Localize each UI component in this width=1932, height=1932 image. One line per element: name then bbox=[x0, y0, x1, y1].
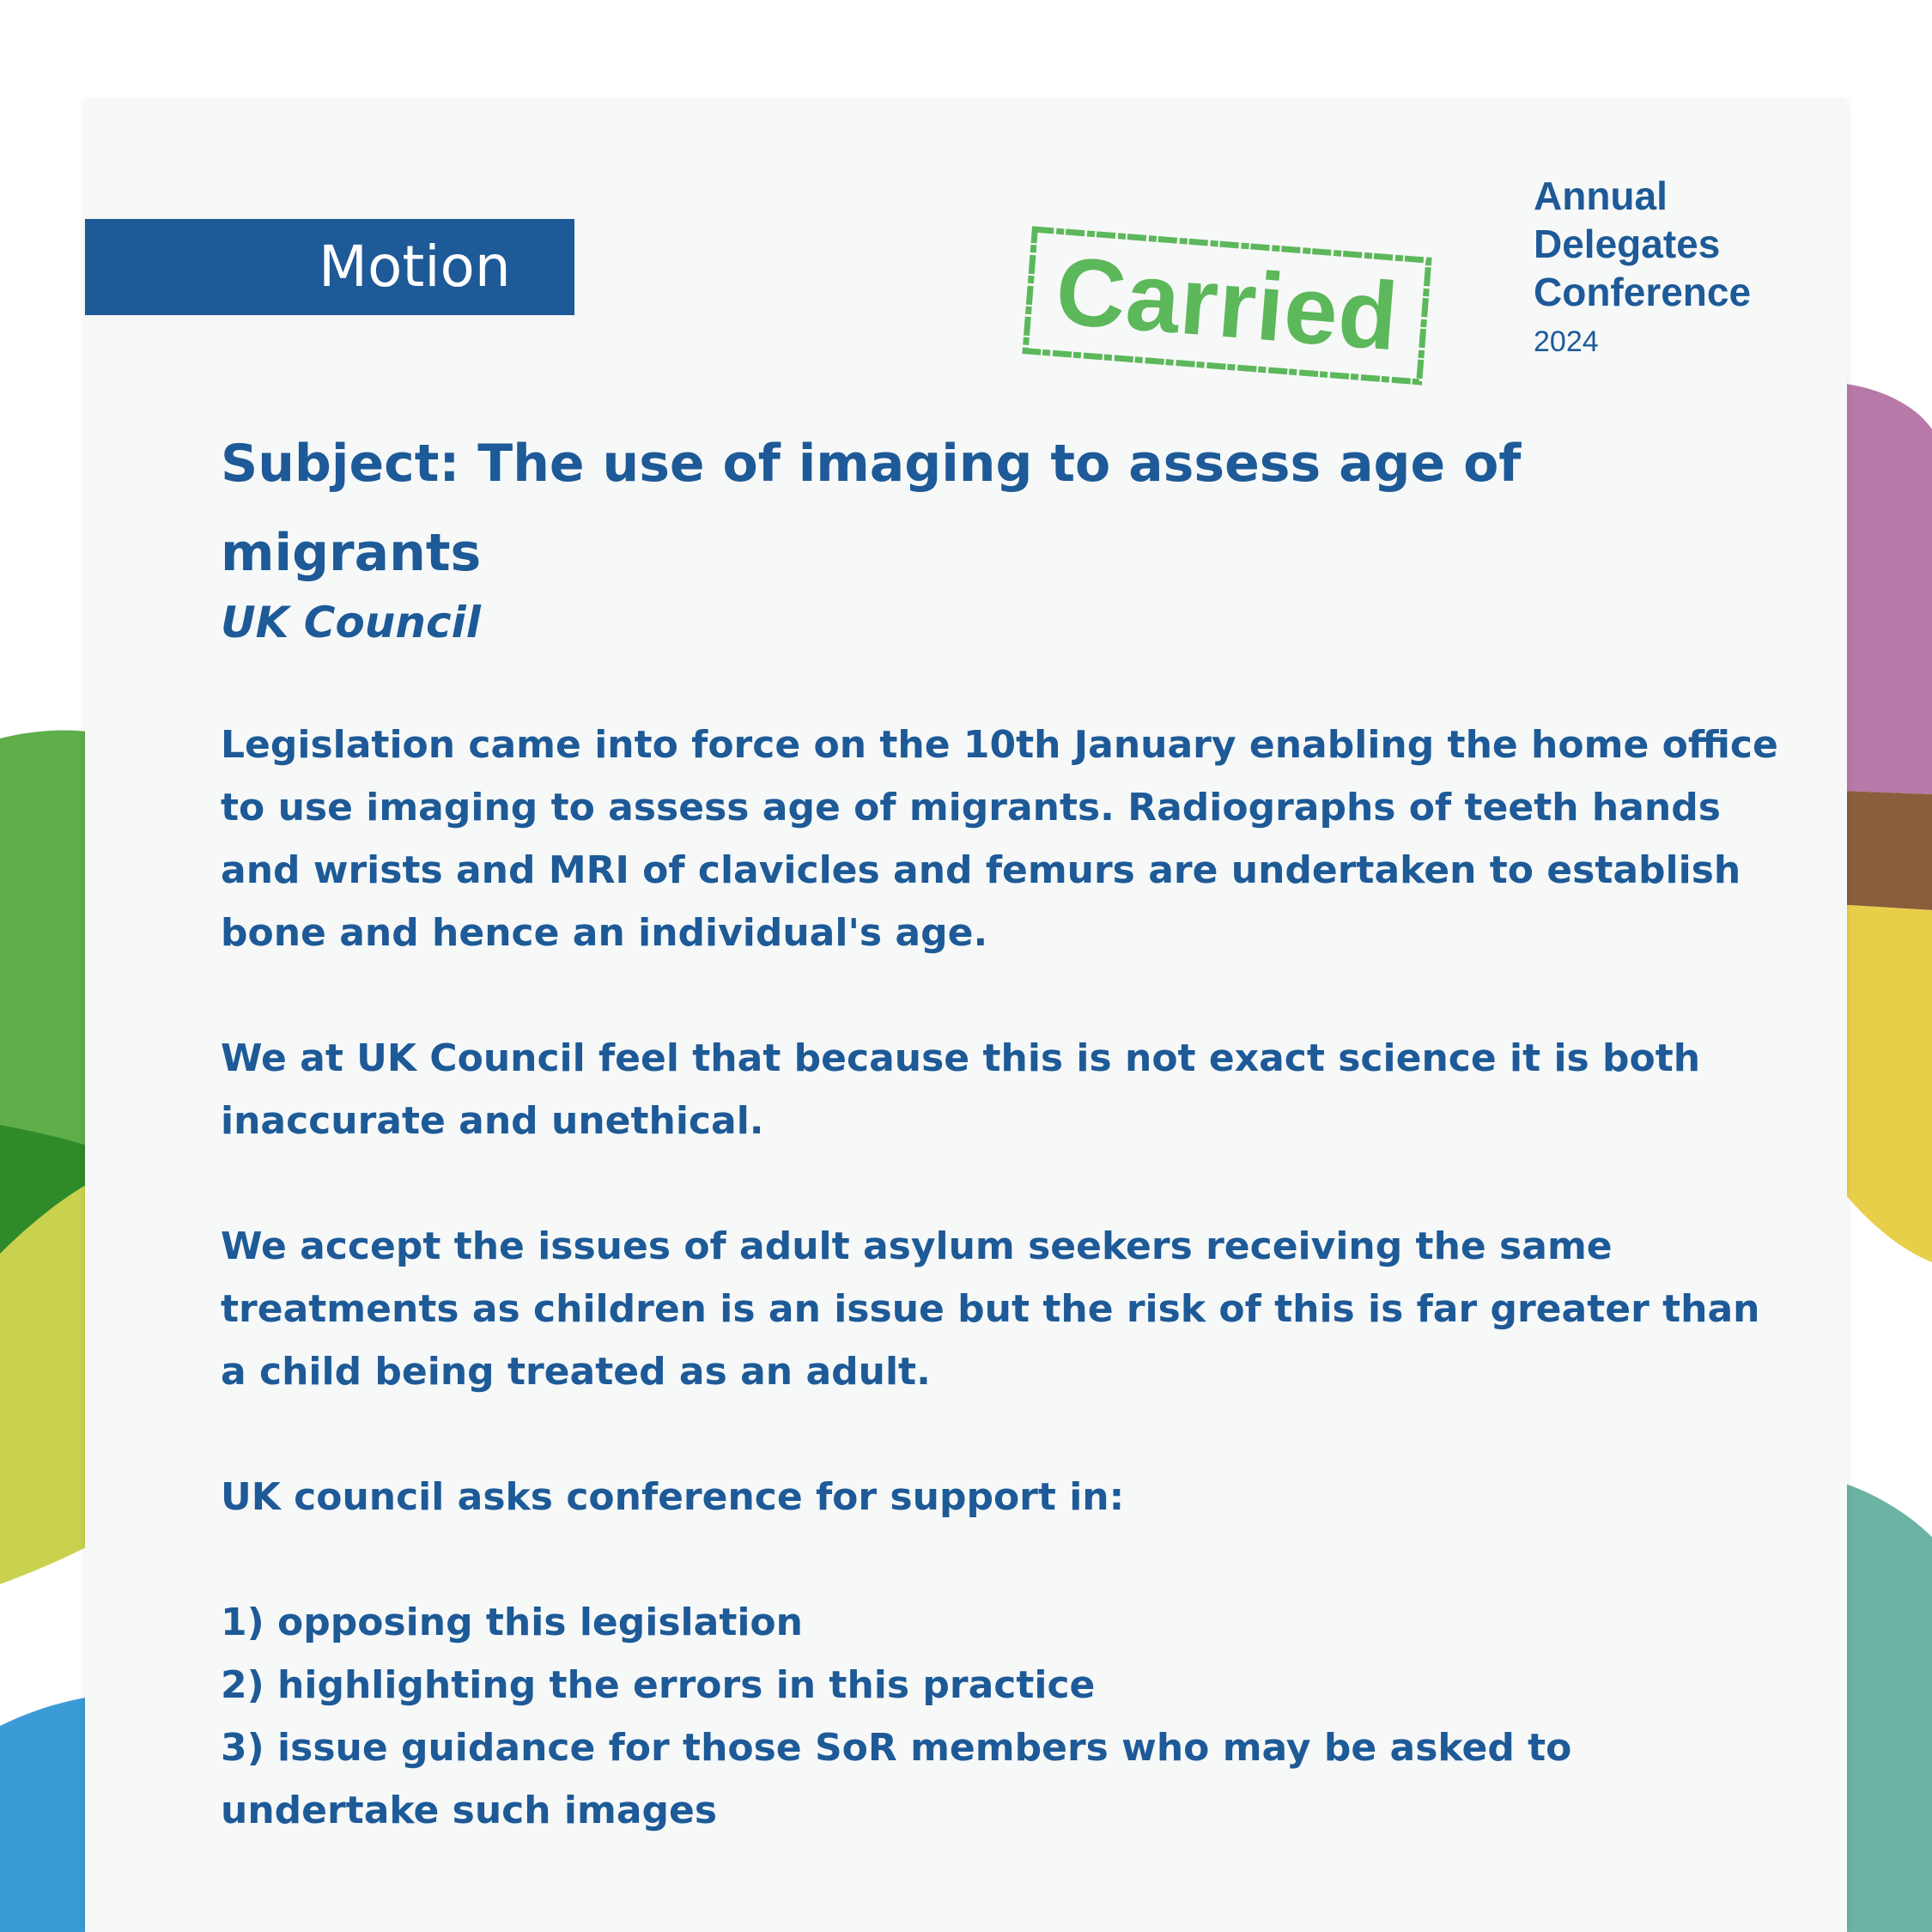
conference-line: Annual bbox=[1534, 173, 1668, 218]
motion-paragraph: We accept the issues of adult asylum seekers receiving the same treatments as children is an issue but the risk of this is far greater than a child being treated as an adult. bbox=[221, 1224, 1760, 1394]
conference-logo bbox=[1534, 172, 1751, 359]
motion-subject: Subject: The use of imaging to assess age of migrants bbox=[221, 434, 1522, 583]
motion-banner bbox=[85, 219, 574, 315]
motion-paragraph: Legislation came into force on the 10th January enabling the home office to use imaging to assess age of migrants. Radiographs of teeth hands and wrists and MRI of clavicles and femurs are undertaken to establish bone and hence an individual's age. bbox=[221, 723, 1778, 955]
list-item: 2) highlighting the errors in this practice bbox=[221, 1663, 1096, 1707]
carried-stamp bbox=[1021, 225, 1433, 386]
list-item: 3) issue guidance for those SoR members who may be asked to undertake such images bbox=[221, 1726, 1572, 1832]
conference-line: Conference bbox=[1534, 270, 1752, 314]
conference-line: Delegates bbox=[1534, 222, 1721, 266]
motion-paragraph: We at UK Council feel that because this is not exact science it is both inaccurate and unethical. bbox=[221, 1036, 1701, 1143]
motion-author: UK Council bbox=[221, 598, 481, 647]
motion-label: Motion bbox=[319, 234, 511, 300]
motion-content bbox=[221, 419, 1792, 1842]
list-item: 1) opposing this legislation bbox=[221, 1601, 803, 1644]
conference-year: 2024 bbox=[1534, 325, 1599, 358]
motion-card bbox=[85, 101, 1847, 1932]
stamp-text: Carried bbox=[1052, 236, 1403, 371]
motion-paragraph: UK council asks conference for support in: bbox=[221, 1475, 1125, 1519]
